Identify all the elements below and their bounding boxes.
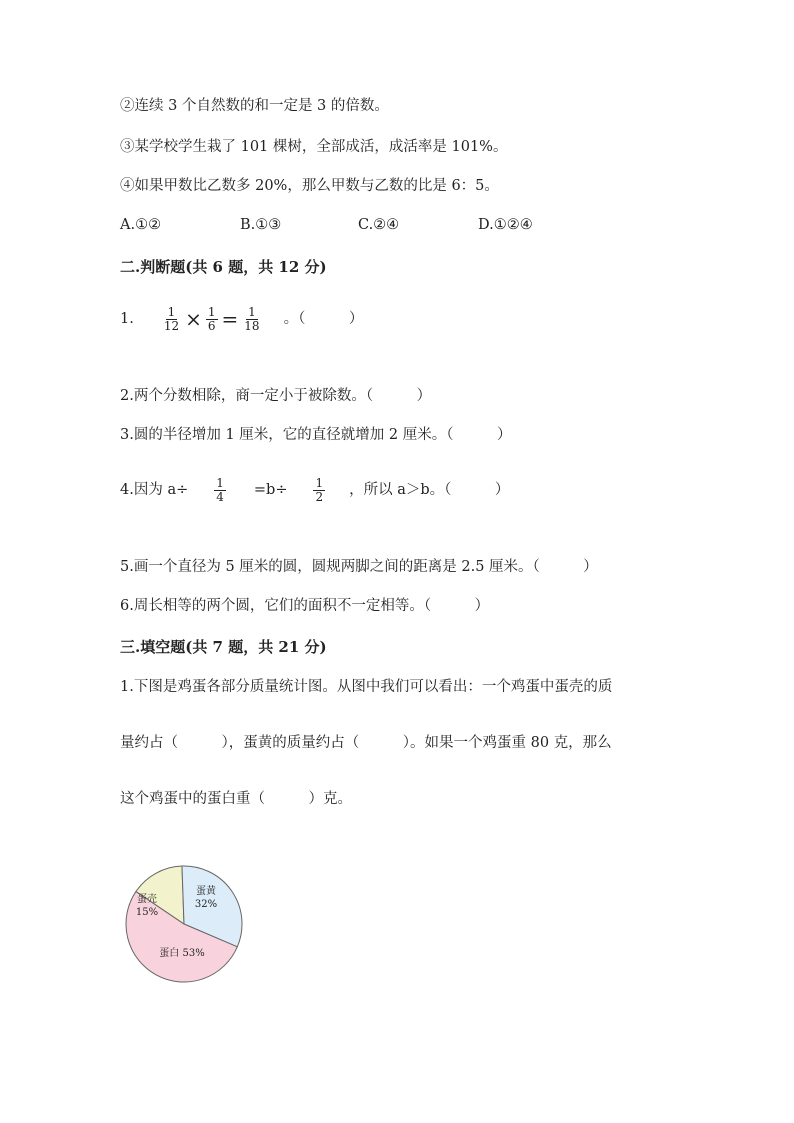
equals-sign: = xyxy=(221,307,239,331)
section-3-title: 三.填空题(共 7 题，共 21 分) xyxy=(120,638,327,656)
judge-item-6: 6.周长相等的两个圆，它们的面积不一定相等。（ ） xyxy=(120,598,490,614)
judge-item-4 xyxy=(120,472,509,508)
fill-item-1-line-3: 这个鸡蛋中的蛋白重（ ）克。 xyxy=(120,791,352,807)
judge-item-3: 3.圆的半径增加 1 厘米，它的直径就增加 2 厘米。（ ） xyxy=(120,427,512,443)
fraction-1-2 xyxy=(313,477,325,504)
item-4-mid: =b÷ xyxy=(253,482,288,498)
fraction-1-12 xyxy=(162,306,181,333)
numerator: 1 xyxy=(315,475,324,490)
slice-value-0: 15% xyxy=(135,907,159,918)
statement-2: ②连续 3 个自然数的和一定是 3 的倍数。 xyxy=(120,98,389,114)
section-2-title: 二.判断题(共 6 题，共 12 分) xyxy=(120,258,327,276)
numerator: 1 xyxy=(216,475,224,490)
times-sign: × xyxy=(185,307,202,331)
denominator: 4 xyxy=(216,489,224,504)
option-a[interactable]: A.①② xyxy=(120,217,162,233)
judge-item-5: 5.画一个直径为 5 厘米的圆，圆规两脚之间的距离是 2.5 厘米。（ ） xyxy=(120,559,598,575)
statement-3: ③某学校学生栽了 101 棵树，全部成活，成活率是 101%。 xyxy=(120,139,508,155)
judge-item-2: 2.两个分数相除，商一定小于被除数。（ ） xyxy=(120,388,432,404)
slice-value-1: 32% xyxy=(194,899,218,910)
slice-label-1: 蛋黄 xyxy=(196,886,216,897)
fill-item-1-line-2: 量约占（ ），蛋黄的质量约占（ ）。如果一个鸡蛋重 80 克，那么 xyxy=(120,735,612,751)
answer-bracket[interactable]: 。（ ） xyxy=(283,311,364,327)
option-b[interactable]: B.①③ xyxy=(240,217,282,233)
fraction-1-4 xyxy=(214,477,226,504)
item-4-prefix: 4.因为 a÷ xyxy=(120,482,189,498)
denominator: 18 xyxy=(244,318,260,333)
slice-label-2: 蛋白 53% xyxy=(159,948,205,959)
numerator: 1 xyxy=(167,304,176,319)
fraction-1-6 xyxy=(206,306,218,333)
denominator: 12 xyxy=(163,318,180,333)
item-number: 1. xyxy=(120,311,134,327)
answer-options xyxy=(120,215,680,235)
fill-item-1-line-1: 1.下图是鸡蛋各部分质量统计图。从图中我们可以看出：一个鸡蛋中蛋壳的质 xyxy=(120,679,613,695)
judge-item-1 xyxy=(120,302,363,336)
numerator: 1 xyxy=(207,304,216,319)
denominator: 2 xyxy=(315,489,324,504)
slice-label-0: 蛋壳 xyxy=(137,894,157,905)
egg-composition-pie-chart xyxy=(120,862,250,987)
option-c[interactable]: C.②④ xyxy=(358,217,400,233)
item-4-tail[interactable]: ，所以 a＞b。（ ） xyxy=(349,482,510,498)
statement-4: ④如果甲数比乙数多 20%，那么甲数与乙数的比是 6：5。 xyxy=(120,178,499,194)
numerator: 1 xyxy=(248,304,256,319)
option-d[interactable]: D.①②④ xyxy=(478,217,533,233)
fraction-1-18 xyxy=(242,306,261,333)
denominator: 6 xyxy=(207,318,216,333)
